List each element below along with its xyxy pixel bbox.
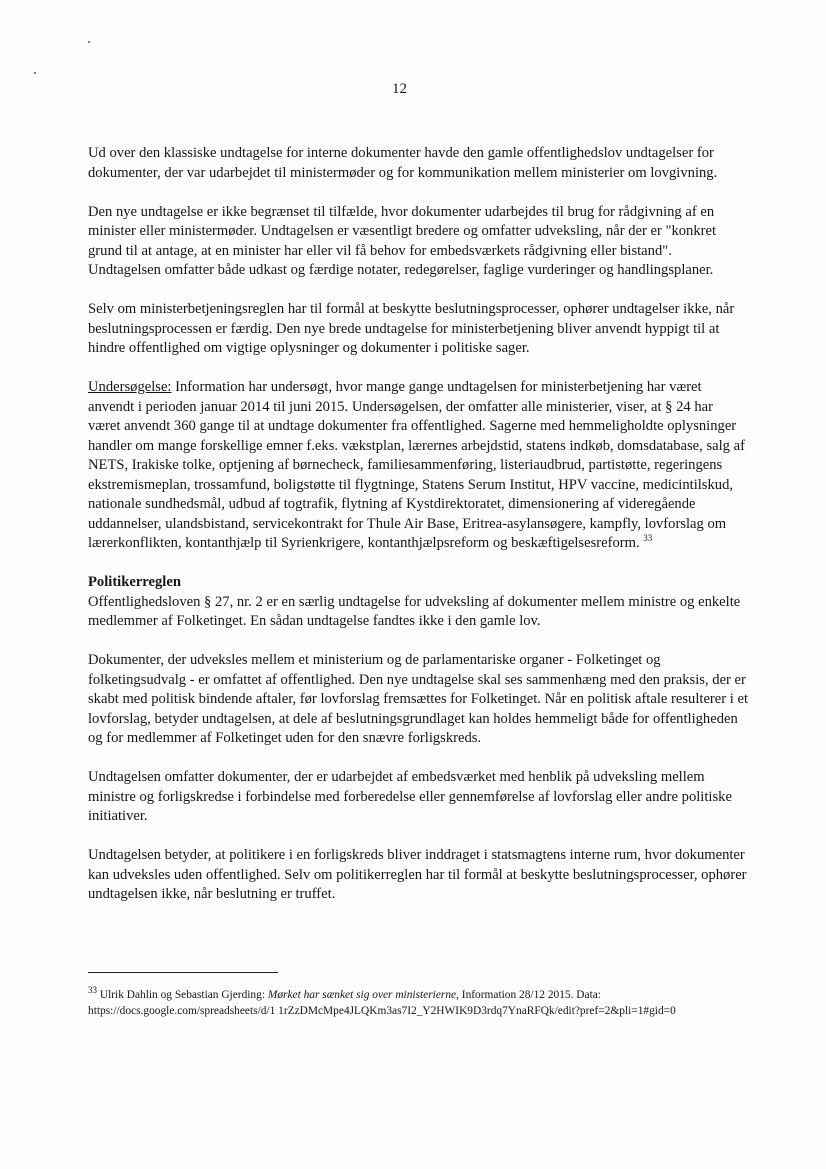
investigation-label: Undersøgelse: (88, 379, 172, 395)
investigation-paragraph (88, 378, 748, 554)
paragraph: Den nye undtagelse er ikke begrænset til tilfælde, hvor dokumenter udarbejdes til brug for rådgivning af en minister eller ministermøder. Undtagelsen er væsentligt bredere og omfatter udveksling, når der er "konkret grund til at antage, at en minister har eller vil få behov for embedsværkets rådgivning eller bistand". Undtagelsen omfatter både udkast og færdige notater, redegørelser, faglige vurderinger og handlingsplaner. (88, 203, 717, 278)
section-intro: Offentlighedsloven § 27, nr. 2 er en særlig undtagelse for udveksling af dokumenter mellem ministre og enkelte medlemmer af Folketinget. En sådan undtagelse fandtes ikke i den gamle lov. (88, 593, 741, 629)
investigation-text: Information har undersøgt, hvor mange gange undtagelsen for ministerbetjening har været anvendt i perioden januar 2014 til juni 2015. Undersøgelsen, der omfatter alle ministerier, viser, at § 24 har været anvendt 360 gange til at undtage dokumenter fra offentlighed. Sagerne med hemmeligholdte oplysninger handler om mange forskellige emner f.eks. vækstplan, lærernes arbejdstid, statens indkøb, domsdatabase, salg af NETS, Irakiske tolke, optjening af børnecheck, familiesammenføring, listeriaudbrud, partistøtte, regeringens ekstremismeplan, trossamfund, boligstøtte til flygtninge, Statens Serum Institut, HPV vaccine, medicintilskud, nationale sundhedsmål, udbud af togtrafik, flytning af Kystdirektoratet, dimensionering af videregående uddannelser, ulandsbistand, servicekontrakt for Thule Air Base, Eritrea-asylansøgere, kampfly, lovforslag om lærerkonflikten, kontanthjælp til Syrienkrigere, kontanthjælpsreform og beskæftigelsesreform. (88, 379, 745, 551)
paragraph: Selv om ministerbetjeningsreglen har til formål at beskytte beslutningsprocesser, ophører undtagelser ikke, når beslutningsprocessen er færdig. Den nye brede undtagelse for ministerbetjening bliver anvendt hyppigt til at hindre offentlighed om vigtige oplysninger og dokumenter i politiske sager. (88, 301, 735, 356)
footnote-source: , Information 28/12 2015. Data: (456, 989, 601, 1001)
paragraph: Dokumenter, der udveksles mellem et ministerium og de parlamentariske organer - Folketinget og folketingsudvalg - er omfattet af offentlighed. Den nye undtagelse skal ses sammenhæng med den praksis, der er skabt med politisk bindende aftaler, før lovforslag fremsættes for Folketinget. Når en politisk aftale resulterer i et lovforslag, betyder undtagelsen, at dele af beslutningsgrundlaget kan holdes hemmeligt både for offentligheden og for medlemmer af Folketinget uden for den snævre forligskreds. (88, 652, 748, 746)
paragraph: Undtagelsen betyder, at politikere i en forligskreds bliver inddraget i statsmagtens interne rum, hvor dokumenter kan udveksles uden offentlighed. Selv om politikerreglen har til formål at beskytte beslutningsprocesser, ophører undtagelsen ikke, når beslutning er truffet. (88, 847, 747, 902)
footnote-url: https://docs.google.com/spreadsheets/d/1 1rZzDMcMpe4JLQKm3as7I2_Y2HWIK9D3rdq7YnaRFQk/edit?pref=2&pli=1#gid=0 (88, 1005, 676, 1017)
scan-speck (88, 41, 90, 43)
body-text (88, 144, 748, 924)
footnote-article-title: Mørket har sænket sig over ministerierne (267, 989, 457, 1001)
paragraph: Undtagelsen omfatter dokumenter, der er udarbejdet af embedsværket med henblik på udveksling mellem ministre og forligskredse i forbindelse med forberedelse eller gennemførelse af lovforslag eller andre politiske initiativer. (88, 769, 732, 824)
section-block (88, 573, 748, 632)
paragraph: Ud over den klassiske undtagelse for interne dokumenter havde den gamle offentlighedslov undtagelser for dokumenter, der var udarbejdet til ministermøder og for kommunikation mellem ministerier om lovgivning. (88, 145, 718, 181)
footnote (88, 987, 728, 1019)
footnote-number: 33 (88, 985, 97, 996)
footnote-authors: Ulrik Dahlin og Sebastian Gjerding: (97, 989, 268, 1001)
footnote-reference: 33 (643, 533, 653, 544)
page-number: 12 (392, 81, 407, 97)
footnote-divider (88, 972, 278, 973)
scan-speck (34, 72, 36, 74)
section-heading: Politikerreglen (88, 574, 181, 590)
